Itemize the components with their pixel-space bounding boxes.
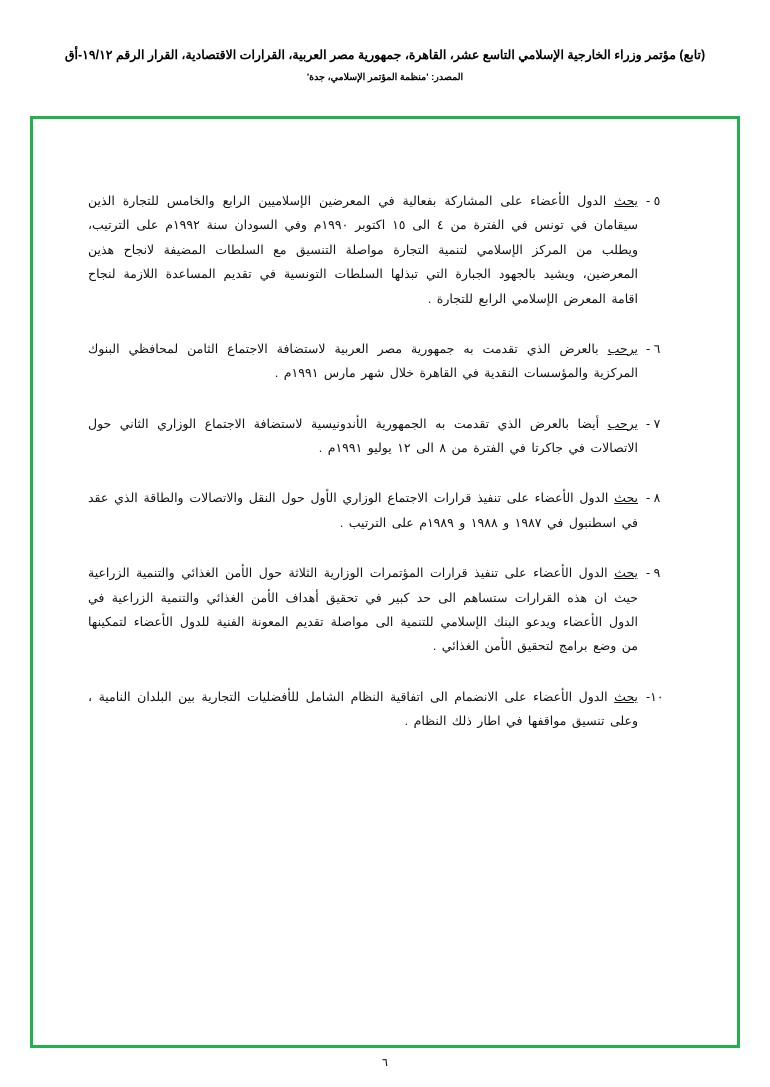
- clause-text: [88, 685, 638, 734]
- clause-number: ٥ -: [646, 194, 661, 208]
- clause-body-text: أيضا بالعرض الذي تقدمت به الجمهورية الأندونيسية لاستضافة الاجتماع الوزاري الثاني حول الاتصالات في جاكرتا في الفترة من ٨ الى ١٢ يوليو ١٩٩١م .: [88, 416, 638, 455]
- clause-item: [88, 412, 682, 461]
- clause-lead-word: يرحب: [607, 416, 638, 431]
- clause-item: [88, 685, 682, 734]
- clause-text: [88, 412, 638, 461]
- clause-item: [88, 486, 682, 535]
- clause-text: [88, 337, 638, 386]
- clause-text: [88, 561, 638, 659]
- clause-number: ٩ -: [646, 566, 661, 581]
- clause-number: ٨ -: [646, 491, 661, 506]
- clause-text: [88, 486, 638, 535]
- clause-body-text: الدول الأعضاء على تنفيذ قرارات المؤتمرات الوزارية الثلاثة حول الأمن الغذائي والتنمية الزراعية حيث ان هذه القرارات ستساهم الى حد كبير في تحقيق أهداف الأمن الغذائي والتنمية الزراعية في الدول الأعضاء ويدعو البنك الإسلامي للتنمية الى مواصلة تقديم المعونة الفنية للدول الأعضاء لتمكينها من وضع برامج لتحقيق الأمن الغذائي .: [88, 566, 638, 654]
- clause-lead-word: يحث: [614, 491, 638, 506]
- clause-item: [88, 337, 682, 386]
- clause-text: [88, 189, 638, 311]
- header-title: (تابع) مؤتمر وزراء الخارجية الإسلامي التاسع عشر، القاهرة، جمهورية مصر العربية، القرارات الاقتصادية، القرار الرقم ١٩/١٢-أق: [64, 48, 706, 62]
- content-frame: [30, 116, 740, 1048]
- clause-lead-word: يحث: [614, 689, 638, 704]
- clause-item: [88, 561, 682, 659]
- clauses-list: [88, 189, 682, 759]
- clause-lead-word: يرحب: [607, 341, 638, 356]
- clause-body-text: الدول الأعضاء على الانضمام الى اتفاقية النظام الشامل للأفضليات التجارية بين البلدان النامية ، وعلى تنسيق مواقفها في اطار ذلك النظام .: [88, 689, 638, 728]
- page-footer: [0, 1056, 770, 1069]
- page-number: ٦: [382, 1057, 388, 1069]
- clause-number: ٧ -: [646, 416, 661, 431]
- header-source: المصدر: 'منظمة المؤتمر الإسلامي، جدة': [306, 71, 464, 83]
- clause-lead-word: يحث: [614, 194, 638, 208]
- clause-number: ١٠-: [646, 689, 664, 704]
- clause-lead-word: يحث: [614, 566, 638, 581]
- page-header: [0, 46, 770, 83]
- clause-body-text: بالعرض الذي تقدمت به جمهورية مصر العربية لاستضافة الاجتماع الثامن لمحافظي البنوك المركزية والمؤسسات النقدية في القاهرة خلال شهر مارس ١٩٩١م .: [88, 341, 638, 381]
- clause-body-text: الدول الأعضاء على المشاركة بفعالية في المعرضين الإسلاميين الرابع والخامس للتجارة الذين سيقامان في تونس في الفترة من ٤ الى ١٥ اكتوبر ١٩٩٠م وفي السودان سنة ١٩٩٢م على الترتيب، ويطلب من المركز الإسلامي لتنمية التجارة مواصلة التنسيق مع السلطات المضيفة لانجاح هذين المعرضين، ويشيد بالجهود الجبارة التي تبذلها السلطات التونسية في تقديم المساعدة اللازمة لنجاح اقامة المعرض الإسلامي الرابع للتجارة .: [88, 194, 638, 306]
- clause-number: ٦ -: [646, 341, 661, 356]
- clause-item: [88, 189, 682, 311]
- clause-body-text: الدول الأعضاء على تنفيذ قرارات الاجتماع الوزاري الأول حول النقل والاتصالات والطاقة الذي عقد في اسطنبول في ١٩٨٧ و ١٩٨٨ و ١٩٨٩م على الترتيب .: [88, 491, 638, 530]
